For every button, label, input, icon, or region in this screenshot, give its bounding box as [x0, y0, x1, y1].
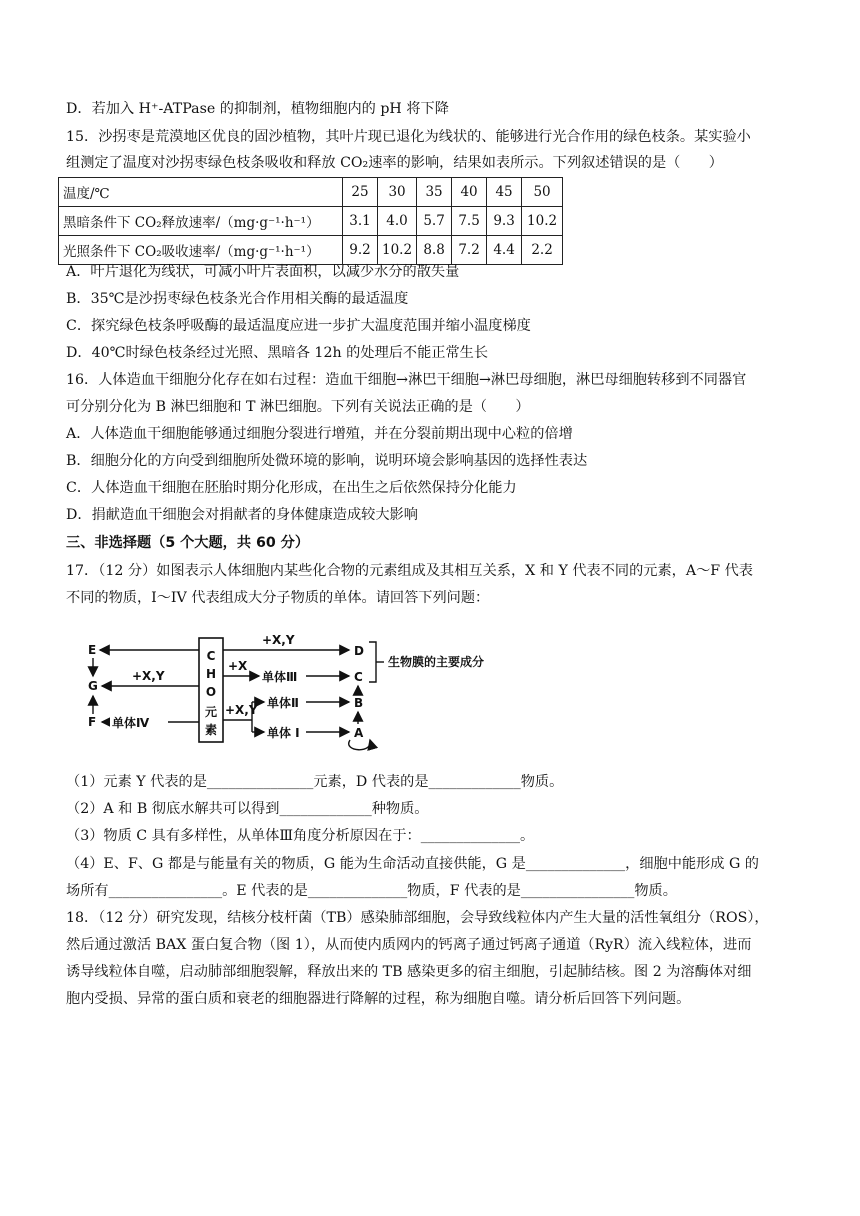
element-o: O: [205, 685, 217, 699]
table-cell: 8.8: [417, 236, 452, 265]
q16-option-d: D．捐献造血干细胞会对捐献者的身体健康造成较大影响: [66, 507, 418, 523]
table-cell: 9.2: [343, 236, 378, 265]
q17-question-4a: （4）E、F、G 都是与能量有关的物质，G 能为生命活动直接供能，G 是______________，细胞中能形成 G 的: [66, 856, 759, 872]
table-row: [59, 236, 563, 265]
a-self-loop: [349, 740, 371, 750]
label-monomer2: 单体Ⅱ: [267, 696, 299, 710]
label-c: C: [354, 670, 363, 684]
q16-option-a: A．人体造血干细胞能够通过细胞分裂进行增殖，并在分裂前期出现中心粒的倍增: [66, 426, 573, 442]
label-a: A: [354, 726, 364, 740]
table-cell: 7.5: [452, 207, 487, 236]
label-monomer4: 单体Ⅳ: [112, 716, 150, 730]
q17-question-3: （3）物质 C 具有多样性，从单体Ⅲ角度分析原因在于：______________。: [66, 828, 535, 844]
label-b: B: [354, 696, 364, 710]
table-header-label: 温度/℃: [59, 178, 343, 207]
q16-stem-line1: 16．人体造血干细胞分化存在如右过程：造血干细胞→淋巴干细胞→淋巴母细胞，淋巴母细胞转移到不同器官: [66, 372, 747, 388]
label-monomer1: 单体 I: [267, 726, 300, 740]
table-cell: 4.0: [378, 207, 417, 236]
compound-relation-diagram: [84, 628, 524, 754]
q15-option-d: D．40℃时绿色枝条经过光照、黑暗各 12h 的处理后不能正常生长: [66, 345, 489, 361]
label-xy-lower: +X,Y: [225, 703, 258, 717]
q18-line1: 18．（12 分）研究发现，结核分枝杆菌（TB）感染肺部细胞，会导致线粒体内产生大量的活性氧组分（ROS），: [66, 910, 769, 926]
q15-data-table: [58, 177, 563, 265]
table-cell: 40: [452, 178, 487, 207]
q15-stem-line2: 组测定了温度对沙拐枣绿色枝条吸收和释放 CO₂速率的影响，结果如表所示。下列叙述错误的是（ ）: [66, 155, 723, 171]
q18-line3: 诱导线粒体自噬，启动肺部细胞裂解，释放出来的 TB 感染更多的宿主细胞，引起肺结核。图 2 为溶酶体对细: [66, 964, 752, 980]
label-xy-top: +X,Y: [262, 633, 295, 647]
q15-option-b: B．35℃是沙拐枣绿色枝条光合作用相关酶的最适温度: [66, 291, 409, 307]
q17-question-4b: 场所有________________。E 代表的是______________物质，F 代表的是________________物质。: [66, 883, 677, 899]
table-cell: 10.2: [378, 236, 417, 265]
table-cell: 7.2: [452, 236, 487, 265]
element-yuan: 元: [204, 705, 218, 719]
table-row: [59, 178, 563, 207]
table-cell: 2.2: [522, 236, 563, 265]
label-x: +X: [228, 659, 248, 673]
q17-stem-line2: 不同的物质，I～IV 代表组成大分子物质的单体。请回答下列问题：: [66, 590, 490, 606]
table-row-label: 黑暗条件下 CO₂释放速率/（mg·g⁻¹·h⁻¹）: [59, 207, 343, 236]
table-cell: 30: [378, 178, 417, 207]
q18-line4: 胞内受损、异常的蛋白质和衰老的细胞器进行降解的过程，称为细胞自噬。请分析后回答下列问题。: [66, 991, 691, 1007]
table-cell: 35: [417, 178, 452, 207]
table-row-label: 光照条件下 CO₂吸收速率/（mg·g⁻¹·h⁻¹）: [59, 236, 343, 265]
q15-stem-line1: 15．沙拐枣是荒漠地区优良的固沙植物，其叶片现已退化为线状的、能够进行光合作用的绿色枝条。某实验小: [66, 129, 751, 145]
label-f: F: [88, 715, 97, 729]
q18-line2: 然后通过激活 BAX 蛋白复合物（图 1），从而使内质网内的钙离子通过钙离子通道（RyR）流入线粒体，进而: [66, 937, 752, 953]
element-h: H: [205, 667, 217, 681]
q14-option-d: D．若加入 H⁺-ATPase 的抑制剂，植物细胞内的 pH 将下降: [66, 101, 449, 117]
table-cell: 45: [487, 178, 522, 207]
table-cell: 10.2: [522, 207, 563, 236]
label-g: G: [88, 679, 98, 693]
table-cell: 9.3: [487, 207, 522, 236]
q16-option-c: C．人体造血干细胞在胚胎时期分化形成，在出生之后依然保持分化能力: [66, 480, 517, 496]
table-cell: 25: [343, 178, 378, 207]
table-cell: 50: [522, 178, 563, 207]
table-cell: 5.7: [417, 207, 452, 236]
label-monomer3: 单体Ⅲ: [262, 670, 298, 684]
q17-stem-line1: 17．（12 分）如图表示人体细胞内某些化合物的元素组成及其相互关系，X 和 Y 代表不同的元素，A～F 代表: [66, 563, 753, 579]
q15-option-c: C．探究绿色枝条呼吸酶的最适温度应进一步扩大温度范围并缩小温度梯度: [66, 318, 531, 334]
section-title: 三、非选择题（5 个大题，共 60 分）: [66, 535, 310, 551]
label-xy-left: +X,Y: [132, 669, 165, 683]
q15-option-a: A．叶片退化为线状，可减小叶片表面积，以减少水分的散失量: [66, 264, 460, 280]
q17-question-2: （2）A 和 B 彻底水解共可以得到_____________种物质。: [66, 801, 429, 817]
table-row: [59, 207, 563, 236]
q16-stem-line2: 可分别分化为 B 淋巴细胞和 T 淋巴细胞。下列有关说法正确的是（ ）: [66, 399, 530, 415]
q17-question-1: （1）元素 Y 代表的是_______________元素，D 代表的是_____________物质。: [66, 774, 564, 790]
label-d: D: [354, 644, 364, 658]
q16-option-b: B．细胞分化的方向受到细胞所处微环境的影响，说明环境会影响基因的选择性表达: [66, 453, 588, 469]
element-su: 素: [204, 723, 218, 737]
membrane-bracket: [369, 642, 376, 682]
label-e: E: [88, 643, 97, 657]
table-cell: 3.1: [343, 207, 378, 236]
element-c: C: [206, 649, 216, 663]
table-cell: 4.4: [487, 236, 522, 265]
label-membrane: 生物膜的主要成分: [388, 655, 485, 669]
